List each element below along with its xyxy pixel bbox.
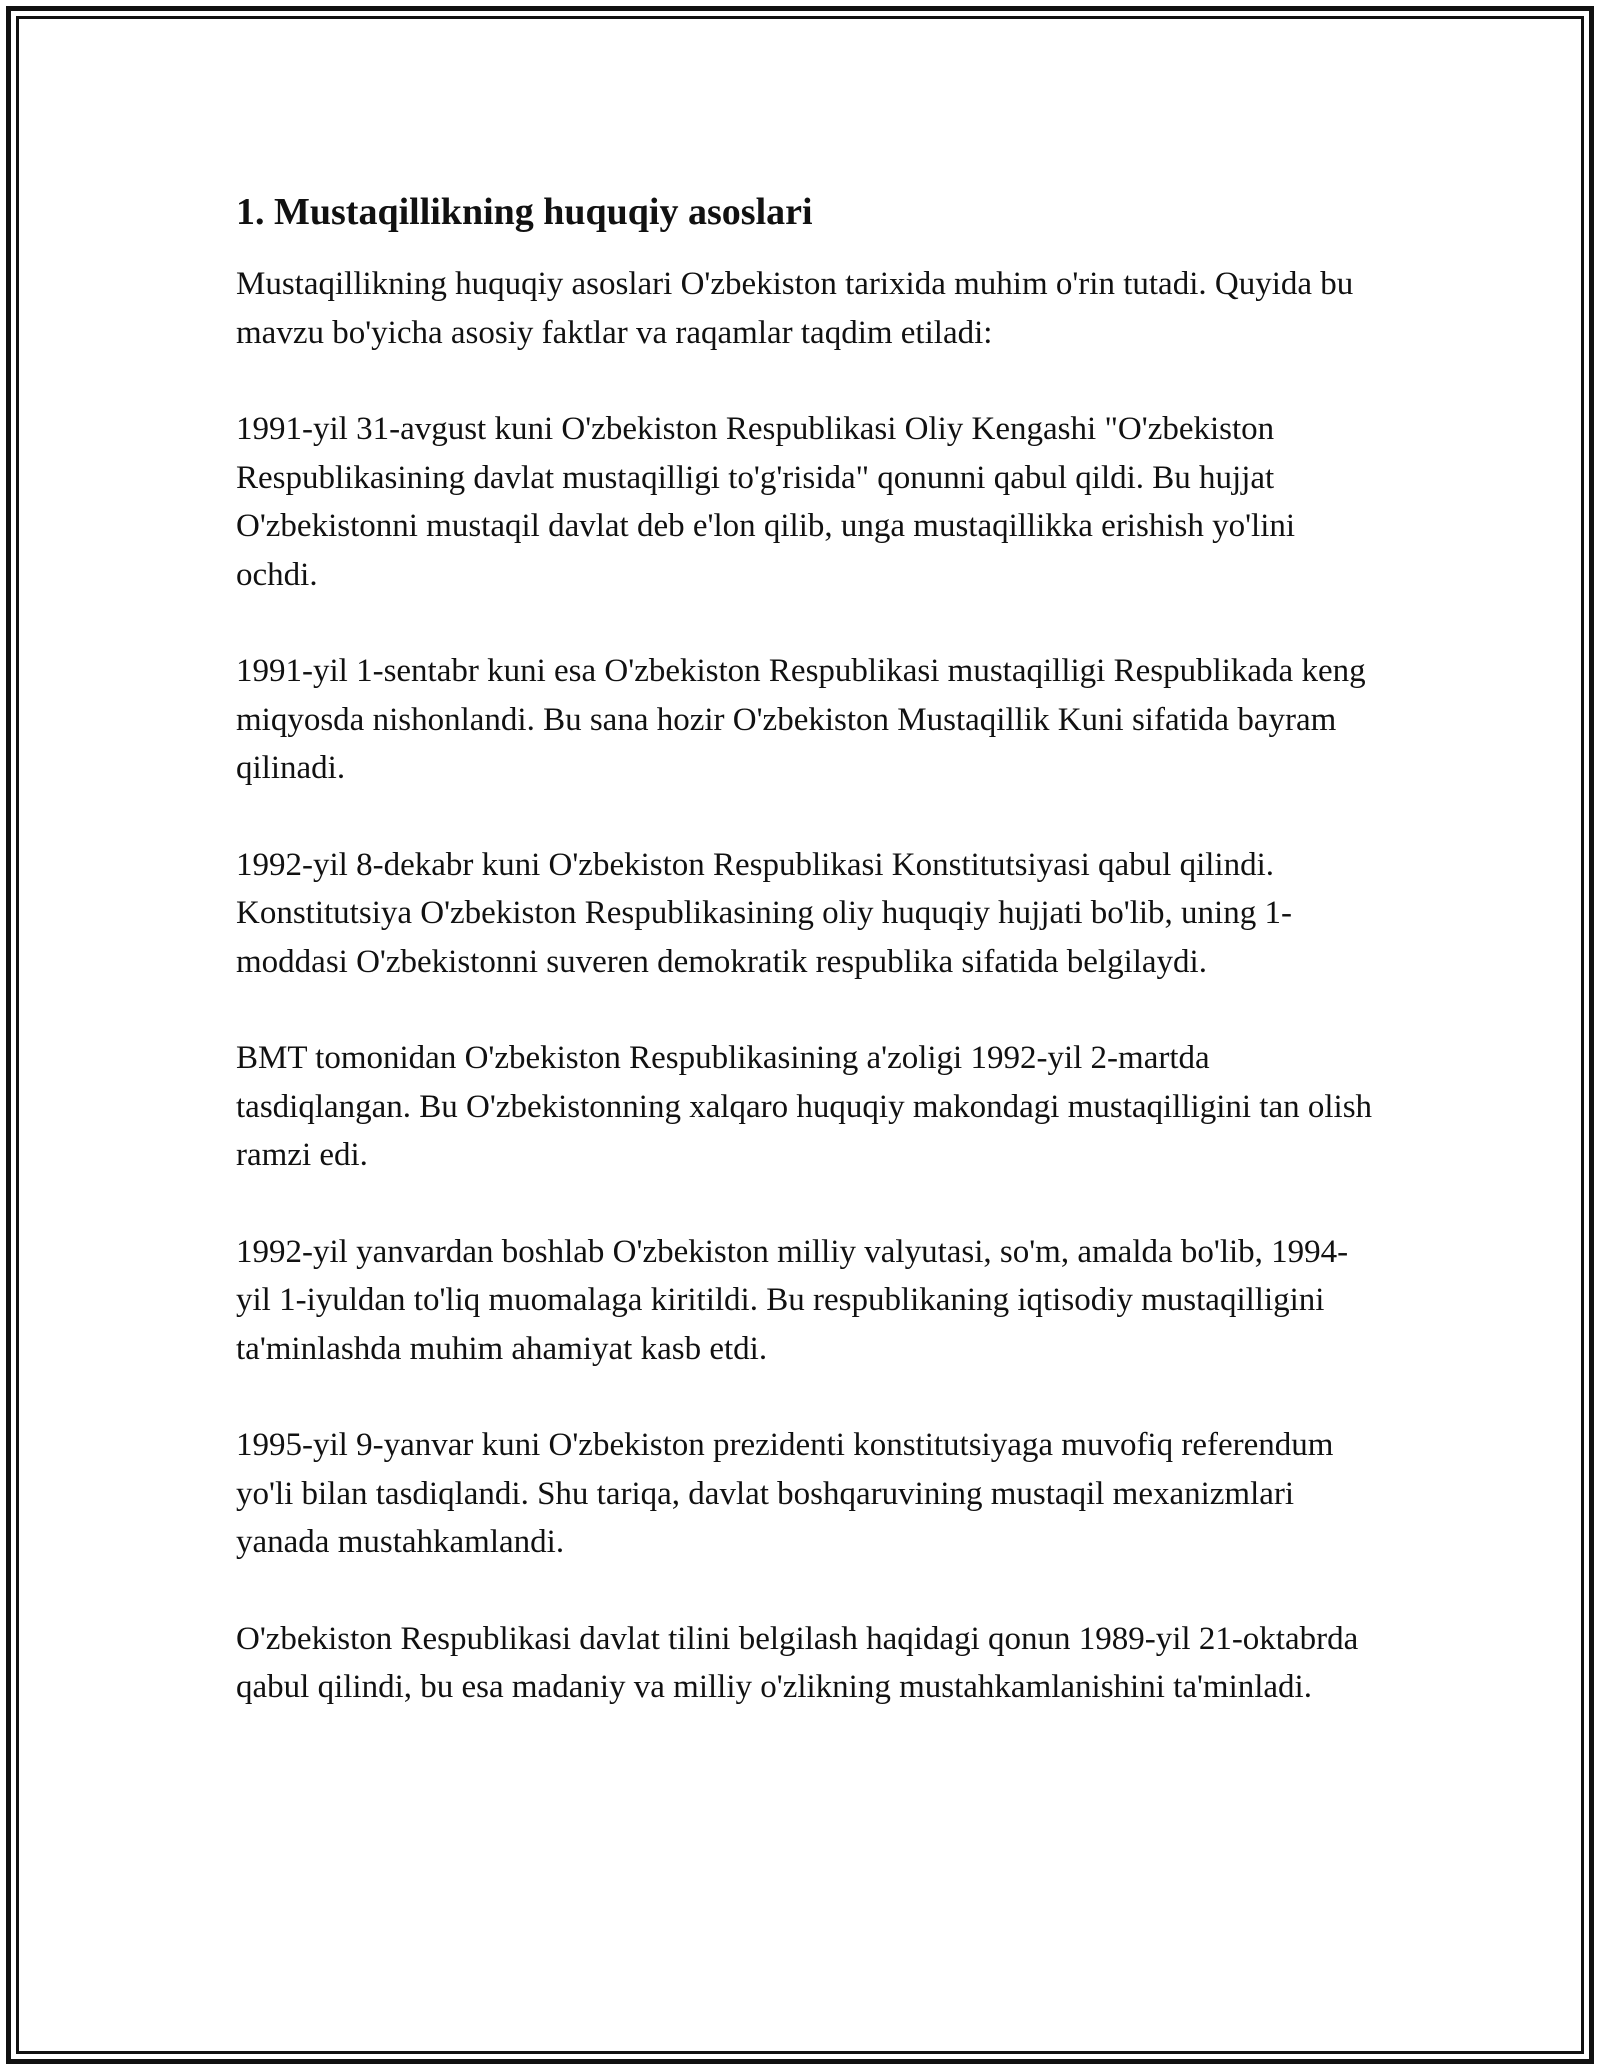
paragraph-national-currency: 1992-yil yanvardan boshlab O'zbekiston milliy valyutasi, so'm, amalda bo'lib, 1994-yil 1-iyuldan to'liq muomalaga kiritildi. Bu respublikaning iqtisodiy mustaqilligini ta'minlashda muhim ahamiyat kasb etdi. <box>236 1233 1349 1367</box>
paragraph-independence-law: 1991-yil 31-avgust kuni O'zbekiston Respublikasi Oliy Kengashi "O'zbekiston Respublikasining davlat mustaqilligi to'g'risida" qonunni qabul qildi. Bu hujjat O'zbekistonni mustaqil davlat deb e'lon qilib, unga mustaqillikka erishish yo'lini ochdi. <box>236 411 1296 593</box>
paragraph-independence-day: 1991-yil 1-sentabr kuni esa O'zbekiston Respublikasi mustaqilligi Respublikada keng miqyosda nishonlandi. Bu sana hozir O'zbekiston Mustaqillik Kuni sifatida bayram qilinadi. <box>236 653 1366 786</box>
document-body <box>236 186 1376 1760</box>
paragraph-intro: Mustaqillikning huquqiy asoslari O'zbekiston tarixida muhim o'rin tutadi. Quyida bu mavzu bo'yicha asosiy faktlar va raqamlar taqdim etiladi: <box>236 266 1354 351</box>
section-heading: 1. Mustaqillikning huquqiy asoslari <box>236 191 813 233</box>
paragraph-referendum: 1995-yil 9-yanvar kuni O'zbekiston prezidenti konstitutsiyaga muvofiq referendum yo'li bilan tasdiqlandi. Shu tariqa, davlat boshqaruvining mustaqil mexanizmlari yanada mustahkamlandi. <box>236 1427 1334 1560</box>
paragraph-state-language: O'zbekiston Respublikasi davlat tilini belgilash haqidagi qonun 1989-yil 21-oktabrda qabul qilindi, bu esa madaniy va milliy o'zlikning mustahkamlanishini ta'minladi. <box>236 1620 1359 1705</box>
paragraph-un-membership: BMT tomonidan O'zbekiston Respublikasining a'zoligi 1992-yil 2-martda tasdiqlangan. Bu O'zbekistonning xalqaro huquqiy makondagi mustaqilligini tan olish ramzi edi. <box>236 1040 1373 1173</box>
paragraph-constitution: 1992-yil 8-dekabr kuni O'zbekiston Respublikasi Konstitutsiyasi qabul qilindi. Konstitutsiya O'zbekiston Respublikasining oliy huquqiy hujjati bo'lib, uning 1-moddasi O'zbekistonni suveren demokratik respublika sifatida belgilaydi. <box>236 846 1292 980</box>
